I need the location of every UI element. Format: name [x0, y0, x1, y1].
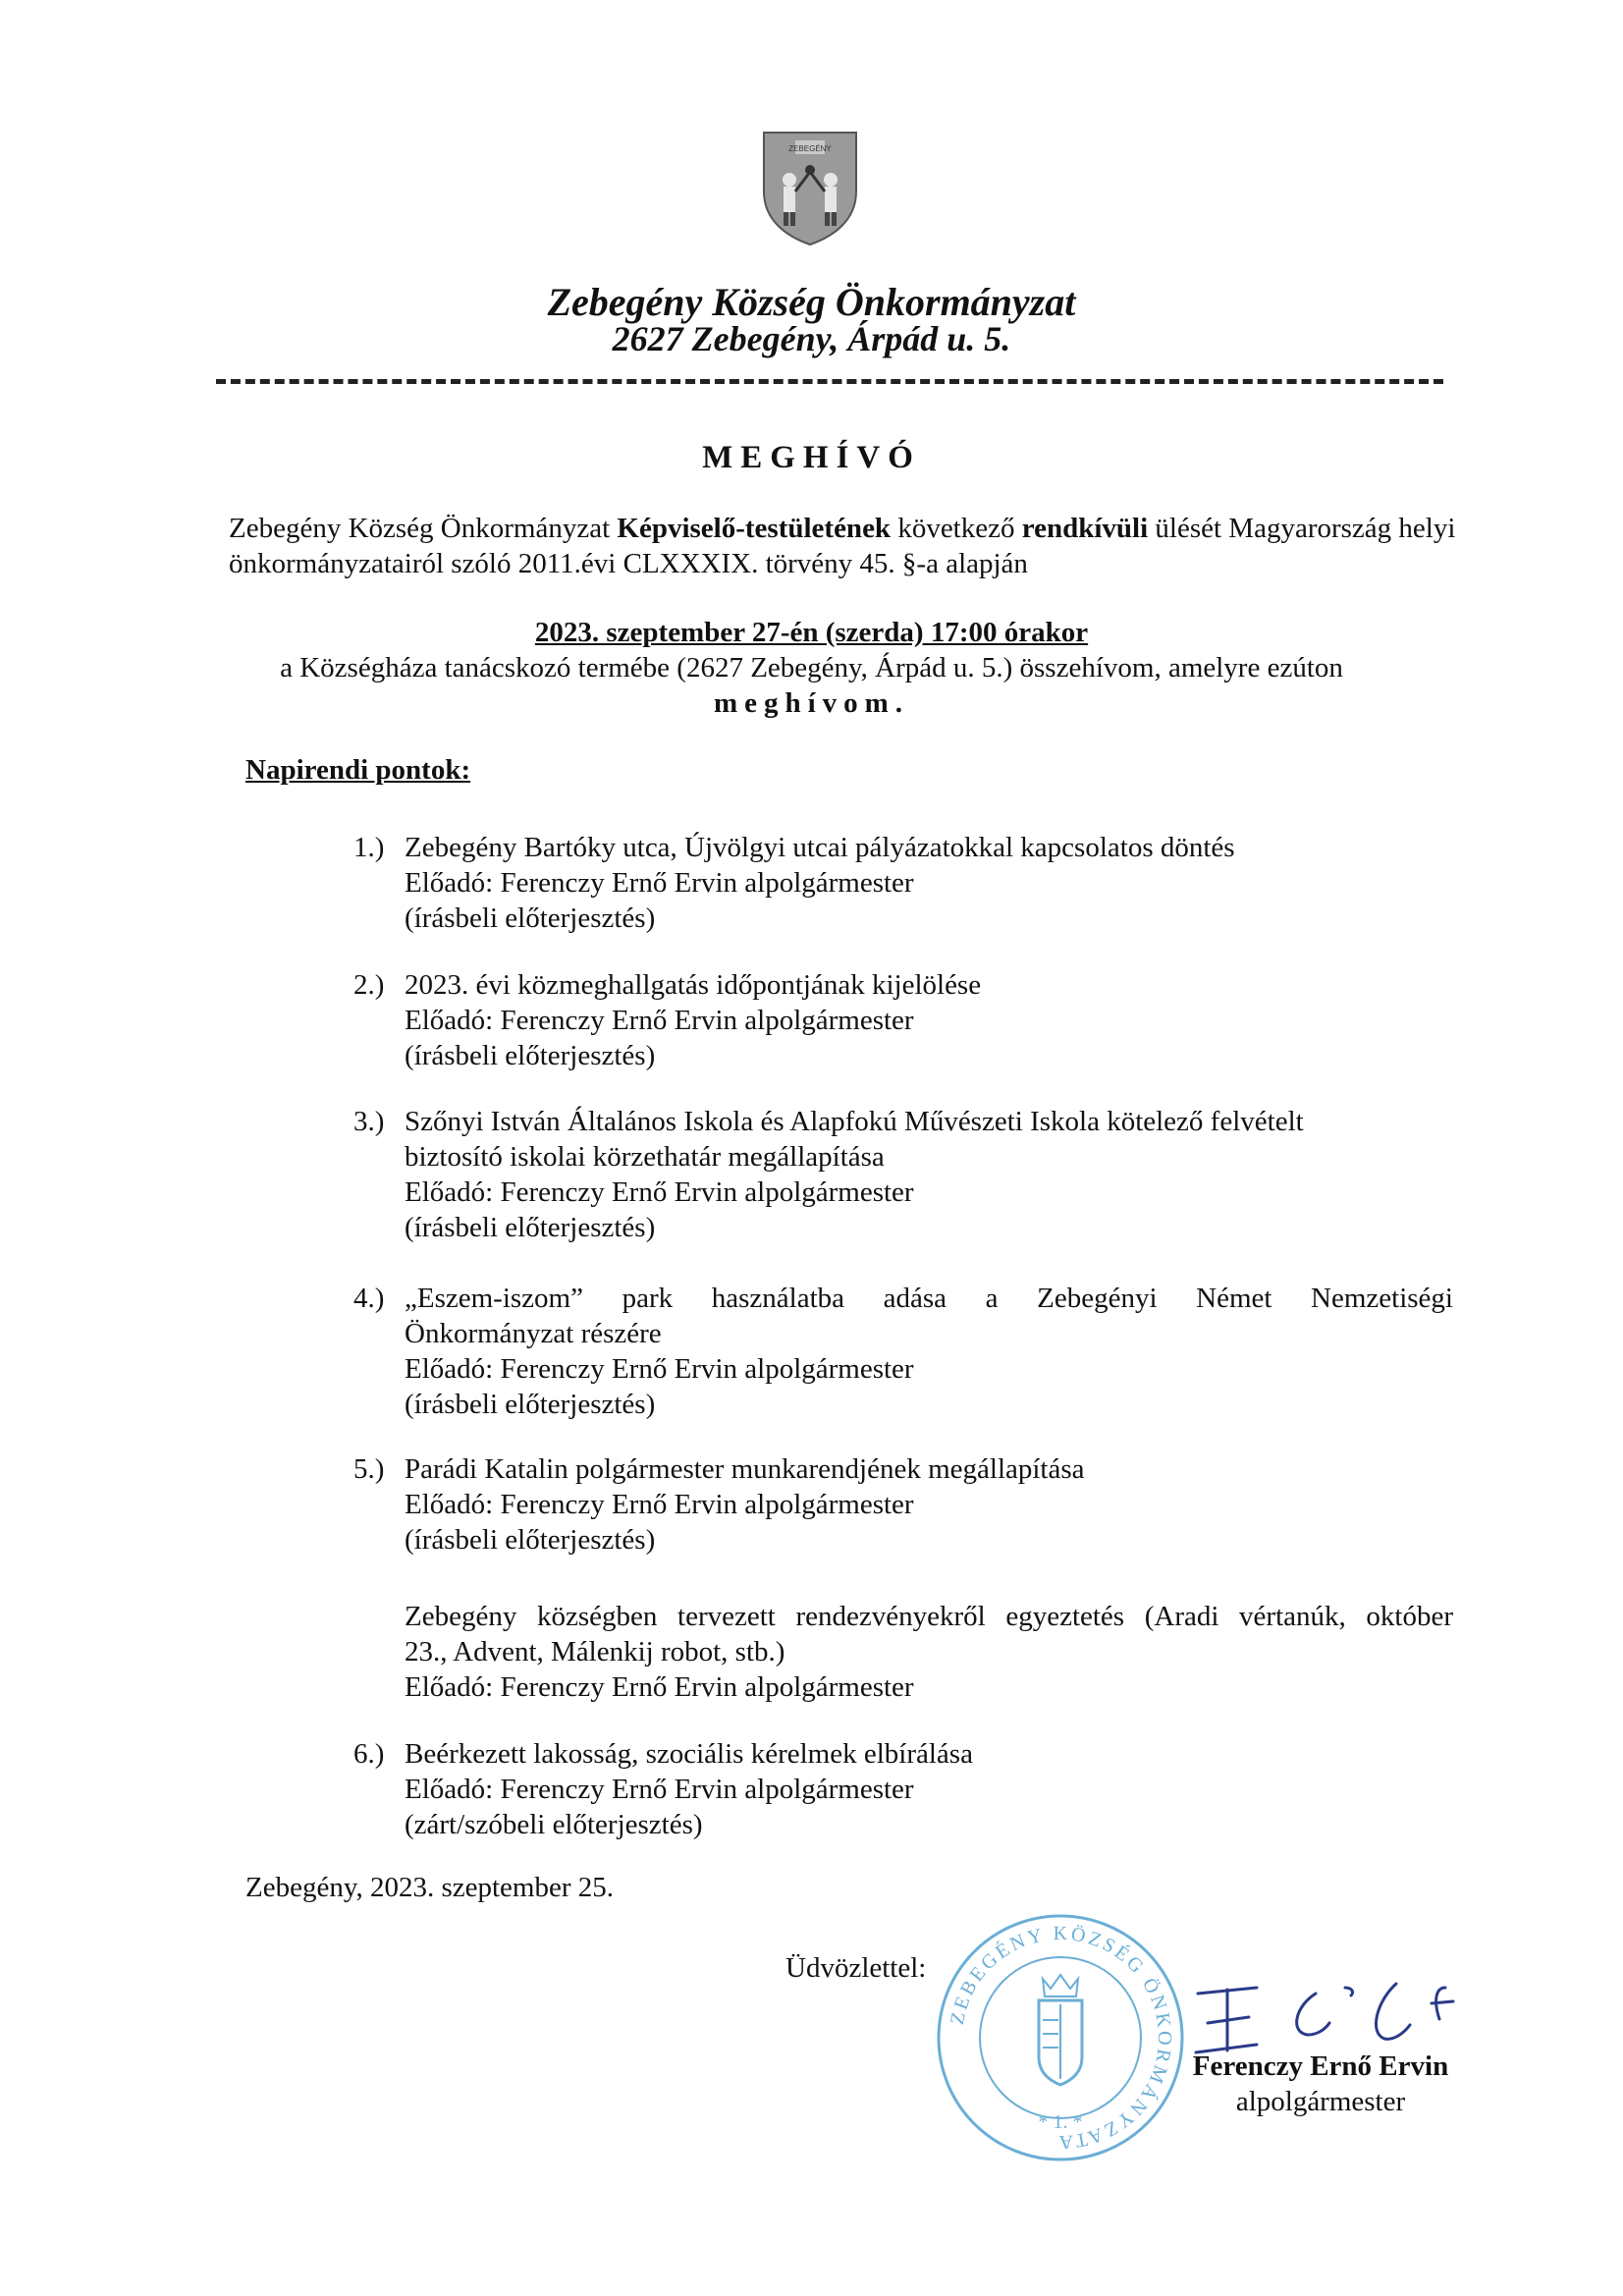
intro-text-3: ülését Magyarország helyi önkormányzatairól szóló 2011.évi CLXXXIX. törvény 45. §-a alapján: [229, 513, 1456, 579]
meeting-venue: a Községháza tanácskozó termébe (2627 Zebegény, Árpád u. 5.) összehívom, amelyre ezúton: [280, 652, 1343, 683]
stamp-number: * 1. *: [1038, 2111, 1083, 2133]
agenda-item-note: (írásbeli előterjesztés): [405, 1040, 656, 1071]
agenda-item-presenter: Előadó: Ferenczy Ernő Ervin alpolgármester: [405, 1774, 914, 1805]
closing-greeting: Üdvözlettel:: [785, 1952, 927, 1984]
agenda-item-title-continued: 23., Advent, Málenkij robot, stb.): [405, 1636, 785, 1667]
intro-text-2: következő: [891, 513, 1022, 544]
intro-text-1: Zebegény Község Önkormányzat: [229, 513, 618, 544]
organization-name: Zebegény Község Önkormányzat: [547, 280, 1076, 324]
official-stamp: [933, 1910, 1188, 2165]
agenda-item-note: (írásbeli előterjesztés): [405, 1389, 656, 1420]
agenda-item-number: 6.): [353, 1738, 385, 1770]
place-and-date: Zebegény, 2023. szeptember 25.: [245, 1872, 614, 1903]
agenda-item: [353, 1599, 1453, 1705]
agenda-item-number: 3.): [353, 1106, 385, 1137]
header-divider: [216, 379, 1443, 384]
agenda-item-presenter: Előadó: Ferenczy Ernő Ervin alpolgármester: [405, 1671, 914, 1703]
agenda-item-note: (írásbeli előterjesztés): [405, 902, 656, 934]
agenda-item-title: Zebegény községben tervezett rendezvényekről egyeztetés (Aradi vértanúk, október: [405, 1601, 1453, 1632]
agenda-item-note: (írásbeli előterjesztés): [405, 1524, 656, 1556]
agenda-item-number: 4.): [353, 1283, 385, 1314]
agenda-item-title: Parádi Katalin polgármester munkarendjének megállapítása: [405, 1453, 1085, 1485]
agenda-item-number: 5.): [353, 1453, 385, 1485]
intro-paragraph: [229, 511, 1456, 581]
agenda-item-note: (zárt/szóbeli előterjesztés): [405, 1809, 703, 1840]
agenda-item: [353, 967, 1453, 1073]
agenda-heading: Napirendi pontok:: [245, 754, 471, 786]
agenda-item-number: 1.): [353, 832, 385, 863]
agenda-item: [353, 1736, 1453, 1842]
stamp-ring-text: ZEBEGÉNY KÖZSÉG ÖNKORMÁNYZATA: [946, 1922, 1176, 2154]
agenda-item-title-continued: biztosító iskolai körzethatár megállapítása: [405, 1141, 885, 1173]
agenda-item-presenter: Előadó: Ferenczy Ernő Ervin alpolgármester: [405, 867, 914, 899]
organization-address: 2627 Zebegény, Árpád u. 5.: [612, 319, 1011, 358]
agenda-item: [353, 1451, 1453, 1558]
svg-text:ZEBEGÉNY: ZEBEGÉNY: [788, 144, 832, 153]
document-title: MEGHÍVÓ: [702, 440, 921, 475]
agenda-item: [353, 1281, 1453, 1422]
agenda-item-title: 2023. évi közmeghallgatás időpontjának kijelölése: [405, 969, 982, 1001]
meeting-datetime: 2023. szeptember 27-én (szerda) 17:00 órakor: [534, 617, 1089, 648]
signer-name: Ferenczy Ernő Ervin: [1192, 2050, 1449, 2082]
handwritten-signature: [1188, 1974, 1473, 2062]
agenda-item-title: Zebegény Bartóky utca, Újvölgyi utcai pályázatokkal kapcsolatos döntés: [405, 832, 1235, 863]
agenda-item-presenter: Előadó: Ferenczy Ernő Ervin alpolgármester: [405, 1353, 914, 1385]
agenda-item-title-continued: Önkormányzat részére: [405, 1318, 662, 1349]
agenda-item-title: Szőnyi István Általános Iskola és Alapfokú Művészeti Iskola kötelező felvételt: [405, 1106, 1304, 1137]
agenda-item-title: Beérkezett lakosság, szociális kérelmek elbírálása: [405, 1738, 973, 1770]
agenda-item-title: „Eszem-iszom” park használatba adása a Zebegényi Német Nemzetiségi: [405, 1283, 1453, 1314]
signer-title: alpolgármester: [1235, 2086, 1406, 2117]
agenda-item-presenter: Előadó: Ferenczy Ernő Ervin alpolgármester: [405, 1489, 914, 1520]
agenda-item-note: (írásbeli előterjesztés): [405, 1212, 656, 1243]
municipal-crest: [762, 131, 858, 246]
agenda-item-number: 2.): [353, 969, 385, 1001]
agenda-item-presenter: Előadó: Ferenczy Ernő Ervin alpolgármester: [405, 1176, 914, 1208]
intro-bold-type: rendkívüli: [1021, 513, 1149, 544]
invite-word: meghívom.: [713, 687, 910, 719]
agenda-item-presenter: Előadó: Ferenczy Ernő Ervin alpolgármester: [405, 1005, 914, 1036]
agenda-item: [353, 830, 1453, 936]
agenda-item: [353, 1104, 1453, 1245]
intro-bold-body: Képviselő-testületének: [617, 513, 892, 544]
